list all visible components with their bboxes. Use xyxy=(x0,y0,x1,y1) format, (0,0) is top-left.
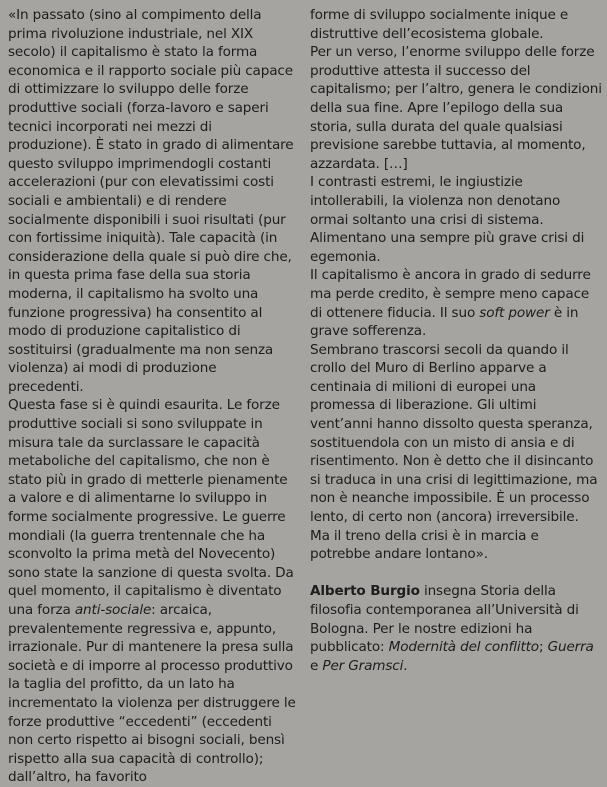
emphasis-text: soft power xyxy=(479,304,550,321)
book-title: Guerra xyxy=(547,639,594,656)
quote-paragraph-7 xyxy=(310,341,602,564)
bio-text: insegna Storia della filosofia contemporanea all’Università di Bologna. Per le nostre edizioni ha pubblicato: xyxy=(310,583,579,656)
author-name: Alberto Burgio xyxy=(310,583,420,600)
left-column xyxy=(8,6,296,787)
paragraph-text: forme di sviluppo socialmente inique e distruttive dell’ecosistema globale. xyxy=(310,7,569,42)
paragraph-text: : arcaica, prevalentemente regressiva e, appunto, irrazionale. Pur di mantenere la presa sulla società e di imporre al processo produttivo la taglia del profitto, da un lato ha incrementato la violenza per distruggere le forze produttive “eccedenti” (eccedenti non certo rispetto ai bisogni sociali, bensì rispetto alla sua capacità di controllo); dall’altro, ha favorito xyxy=(8,602,296,786)
bio-end: . xyxy=(403,657,408,674)
book-title: Modernità del conflitto xyxy=(388,639,539,656)
bio-separator: e xyxy=(310,657,323,674)
quote-paragraph-2 xyxy=(8,396,296,786)
emphasis-text: anti-sociale xyxy=(74,602,152,618)
paragraph-text: «In passato (sino al compimento della prima rivoluzione industriale, nel XIX secolo) il capitalismo è stato la forma economica e il rapporto sociale più capace di ottimizzare lo sviluppo delle forze produttive sociali (forza-lavoro e saperi tecnici incorporati nei mezzi di produzione). È stato in grado di alimentare questo sviluppo imprimendogli costanti accelerazioni (pur con elevatissimi costi sociali e ambientali) e di rendere socialmente disponibili i suoi risultati (pur con fortissime iniquità). Tale capacità (in considerazione della quale si può dire che, in questa prima fase della sua storia moderna, il capitalismo ha svolto una funzione progressiva) ha consentito al modo di produzione capitalistico di sostituirsi (gradualmente ma non senza violenza) ai modi di produzione precedenti. xyxy=(8,7,294,395)
paragraph-text: I contrasti estremi, le ingiustizie intollerabili, la violenza non denotano ormai soltanto una crisi di sistema. Alimentano una sempre più grave crisi di egemonia. xyxy=(310,174,585,265)
author-bio xyxy=(310,582,602,675)
quote-paragraph-4 xyxy=(310,43,602,173)
paragraph-text: è in grave sofferenza. xyxy=(310,304,579,340)
quote-paragraph-3 xyxy=(310,6,602,43)
book-title: Per Gramsci xyxy=(322,657,404,674)
quote-paragraph-1 xyxy=(8,6,296,396)
quote-paragraph-6 xyxy=(310,266,602,340)
bio-separator: ; xyxy=(538,639,548,656)
paragraph-text: Sembrano trascorsi secoli da quando il crollo del Muro di Berlino apparve a centinaia di milioni di europei una promessa di liberazione. Gli ultimi vent’anni hanno dissolto questa speranza, sostituendola con un misto di ansia e di risentimento. Non è detto che il disincanto si traduca in una crisi di legittimazione, ma non è neanche impossibile. È un processo lento, di certo non (ancora) irreversibile. Ma il treno della crisi è in marcia e potrebbe andare lontano». xyxy=(310,341,598,563)
paragraph-text: Per un verso, l’enorme sviluppo delle forze produttive attesta il successo del capitalismo; per l’altro, genera le condizioni della sua fine. Apre l’epilogo della sua storia, sulla durata del quale qualsiasi previsione sarebbe tuttavia, al momento, azzardata. […] xyxy=(310,44,602,172)
quote-paragraph-5 xyxy=(310,173,602,266)
right-column xyxy=(310,6,602,675)
paragraph-text: Questa fase si è quindi esaurita. Le forze produttive sociali si sono sviluppate in misura tale da surclassare le capacità metaboliche del capitalismo, che non è stato più in grado di metterle pienamente a valore e di alimentarne lo sviluppo in forme socialmente progressive. Le guerre mondiali (la guerra trentennale che ha sconvolto la prima metà del Novecento) sono state la sanzione di questa svolta. Da quel momento, il capitalismo è diventato una forza xyxy=(8,397,294,618)
paragraph-text: Il capitalismo è ancora in grado di sedurre ma perde credito, è sempre meno capace di ottenere fiducia. Il suo xyxy=(310,267,591,321)
